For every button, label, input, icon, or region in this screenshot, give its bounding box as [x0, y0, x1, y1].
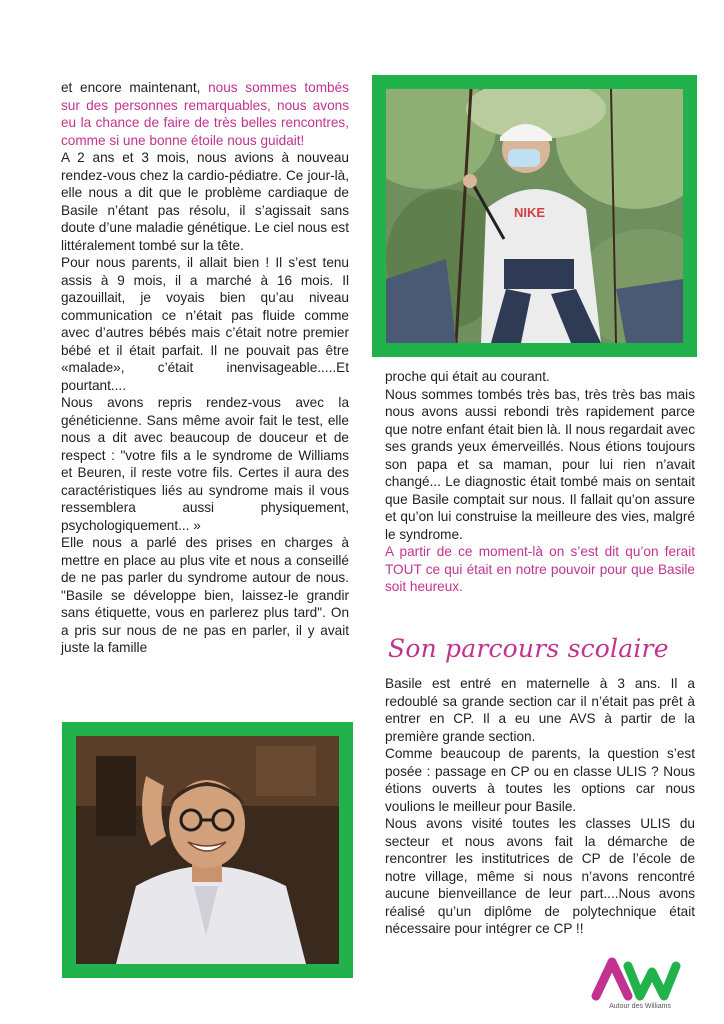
photo-climbing [372, 75, 697, 357]
left-paragraph-4: Nous avons repris rendez-vous avec la généticienne. Sans même avoir fait le test, elle nous a dit avec beaucoup de douceur et de respect : "votre fils a le syndrome de Williams et Beuren, il reste votre fils. Certes il aura des caractéristiques liés au syndrome mais il vous ressemblera aussi physiquement, psychologiquement... » [61, 395, 349, 533]
school-paragraph-1: Basile est entré en maternelle à 3 ans. Il a redoublé sa grande section car il n’était pas prêt à entrer en CP. Il a eu une AVS à partir de la première grande section. [385, 676, 695, 744]
left-p1-text: et encore maintenant, [61, 80, 209, 95]
left-paragraph-1 [61, 79, 349, 149]
left-paragraph-2: A 2 ans et 3 mois, nous avions à nouveau rendez-vous chez la cardio-pédiatre. Ce jour-là, elle nous a dit que le problème cardiaque de Basile n’étant pas résolu, il s’agissait sans doute d’une maladie génétique. Le ciel nous est littéralement tombé sur la tête. [61, 150, 349, 253]
right-paragraph-3: A partir de ce moment-là on s’est dit qu’on ferait TOUT ce qui était en notre pouvoir pour que Basile soit heureux. [385, 544, 695, 594]
logo-tagline: Autour des Williams [609, 1003, 671, 1010]
left-column [61, 79, 349, 657]
school-section-text [385, 675, 695, 938]
school-paragraph-3: Nous avons visité toutes les classes ULIS du secteur et nous avons fait la démarche de rencontrer les institutrices de CP de l’école de notre village, même si nous n’avons rencontré aucune bienveillance de leur part....Nous avons réalisé qu’un diplôme de polytechnique était nécessaire pour intégrer ce CP !! [385, 816, 695, 936]
climbing-photo-image [386, 89, 683, 343]
shirt-text: NIKE [514, 205, 546, 220]
autour-des-williams-logo [590, 954, 690, 1010]
left-paragraph-5: Elle nous a parlé des prises en charges à mettre en place au plus vite et nous a conseillé de ne pas parler du syndrome autour de nous. "Basile se développe bien, laissez-le grandir sans étiquette, vous en parlerez plus tard". On a pris sur nous de ne pas en parler, il y avait juste la famille [61, 535, 349, 655]
logo-mark [590, 954, 690, 1010]
section-heading: Son parcours scolaire [388, 634, 669, 663]
right-paragraph-1: proche qui était au courant. [385, 369, 550, 384]
right-column [385, 368, 695, 596]
left-p1-highlight: nous sommes tombés sur des personnes remarquables, nous avons eu la chance de faire de très belles rencontres, comme si une bonne étoile nous guidait! [61, 80, 349, 148]
portrait-photo-image [76, 736, 339, 964]
photo-portrait [62, 722, 353, 978]
right-paragraph-2: Nous sommes tombés très bas, très très bas mais nous avons aussi rebondi très rapidement parce que notre enfant était bien là. Il nous regardait avec ses grands yeux émerveillés. Nous étions toujours son papa et sa maman, pour lui rien n’avait changé... Le diagnostic était tombé mais on sentait que Basile comptait sur nous. Il fallait qu’on assure et qu’on lui construise la meilleure des vies, malgré le syndrome. [385, 386, 695, 542]
school-paragraph-2: Comme beaucoup de parents, la question s’est posée : passage en CP ou en classe ULIS ? Nous étions ouverts à toutes les options car nous voulions le meilleur pour Basile. [385, 746, 695, 814]
left-paragraph-3: Pour nous parents, il allait bien ! Il s’est tenu assis à 9 mois, il a marché à 16 mois. Il gazouillait, je voyais bien qu’au niveau communication ce n’était pas fluide comme avec d’autres bébés mais c’était notre premier bébé et il était parfait. Il ne pouvait pas être «malade», c’était inenvisageable.....Et pourtant.... [61, 255, 349, 393]
